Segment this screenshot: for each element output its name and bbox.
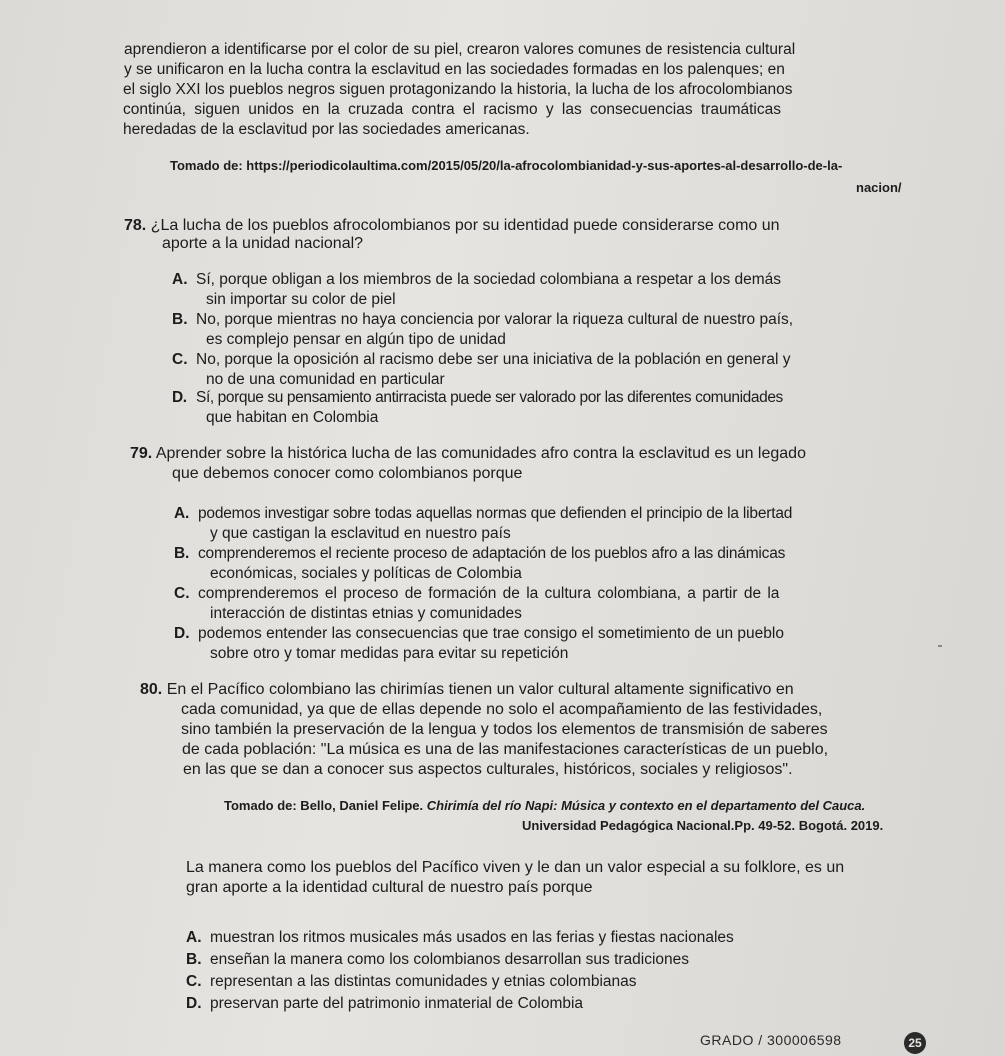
passage-source-cont: Universidad Pedagógica Nacional.Pp. 49-52. Bogotá. 2019. (522, 818, 884, 833)
question-stem-cont: que debemos conocer como colombianos porque (172, 465, 523, 482)
option-text: enseñan la manera como los colombianos desarrollan sus tradiciones (210, 951, 690, 968)
question-stem-text: Aprender sobre la histórica lucha de las comunidades afro contra la esclavitud es un legado (155, 445, 806, 462)
question-stem-cont: aporte a la unidad nacional? (162, 235, 364, 252)
intro-line: y se unificaron en la lucha contra la esclavitud en las sociedades formadas en los palenques; en (124, 61, 785, 78)
source-title: Chirimía del río Napi: Música y contexto en el departamento del Cauca. (426, 798, 866, 813)
option-letter: A. (172, 271, 188, 288)
source-prefix: Tomado de: Bello, Daniel Felipe. (224, 798, 427, 813)
question-passage-line: de cada población: "La música es una de las manifestaciones características de un pueblo, (182, 741, 829, 758)
intro-source: Tomado de: https://periodicolaultima.com/2015/05/20/la-afrocolombianidad-y-sus-aportes-al-desarrollo-de-la- (170, 158, 843, 173)
option-letter: C. (186, 973, 202, 990)
passage-source (224, 796, 865, 815)
question-stem (124, 216, 780, 235)
option-text: podemos investigar sobre todas aquellas normas que defienden el principio de la libertad (198, 505, 793, 522)
option-letter: D. (186, 995, 202, 1012)
option-letter: A. (174, 505, 190, 522)
option-d[interactable] (174, 624, 784, 643)
question-number: 78. (124, 217, 147, 234)
option-text-cont: interacción de distintas etnias y comunidades (210, 605, 522, 622)
question-stem (130, 444, 806, 463)
question-number: 80. (140, 681, 163, 698)
option-text: Sí, porque su pensamiento antirracista puede ser valorado por las diferentes comunidades (196, 389, 783, 406)
option-letter: B. (174, 545, 190, 562)
option-a[interactable] (186, 928, 734, 947)
option-c[interactable] (172, 350, 791, 369)
option-text: preservan parte del patrimonio inmaterial de Colombia (210, 995, 584, 1012)
option-b[interactable] (174, 544, 785, 563)
option-text: No, porque la oposición al racismo debe ser una iniciativa de la población en general y (196, 351, 791, 368)
option-text: muestran los ritmos musicales más usados en las ferias y fiestas nacionales (210, 929, 734, 946)
option-text: comprenderemos el proceso de formación de la cultura colombiana, a partir de la (198, 585, 780, 602)
option-text-cont: es complejo pensar en algún tipo de unidad (206, 331, 506, 348)
option-text: Sí, porque obligan a los miembros de la sociedad colombiana a respetar a los demás (196, 271, 782, 288)
question-passage-line: sino también la preservación de la lengua y todos los elementos de transmisión de saberes (181, 721, 828, 738)
option-d[interactable] (172, 388, 783, 407)
option-text: No, porque mientras no haya conciencia por valorar la riqueza cultural de nuestro país, (196, 311, 794, 328)
option-text: comprenderemos el reciente proceso de adaptación de los pueblos afro a las dinámicas (198, 545, 786, 562)
option-text: podemos entender las consecuencias que trae consigo el sometimiento de un pueblo (198, 625, 784, 642)
intro-source-cont: nacion/ (856, 180, 902, 195)
option-d[interactable] (186, 994, 583, 1013)
option-text: representan a las distintas comunidades y etnias colombianas (210, 973, 637, 990)
option-letter: D. (174, 625, 190, 642)
option-letter: C. (174, 585, 190, 602)
intro-line: el siglo XXI los pueblos negros siguen protagonizando la historia, la lucha de los afrocolombianos (123, 81, 793, 98)
question-passage-line: cada comunidad, ya que de ellas depende no solo el acompañamiento de las festividades, (181, 701, 823, 718)
question-passage-line: en las que se dan a conocer sus aspectos culturales, históricos, sociales y religiosos". (183, 761, 793, 778)
question-passage-line (140, 680, 794, 699)
option-letter: B. (172, 311, 188, 328)
page-number-badge: 25 (904, 1032, 926, 1054)
footer-grade-code: GRADO / 300006598 (700, 1032, 842, 1048)
question-stem-text: ¿La lucha de los pueblos afrocolombianos por su identidad puede considerarse como un (150, 217, 780, 234)
option-text-cont: y que castigan la esclavitud en nuestro país (210, 525, 511, 542)
intro-line: aprendieron a identificarse por el color de su piel, crearon valores comunes de resistencia cultural (124, 41, 796, 58)
option-text-cont: sin importar su color de piel (206, 291, 396, 308)
option-a[interactable] (172, 270, 781, 289)
option-c[interactable] (174, 584, 779, 603)
option-letter: A. (186, 929, 202, 946)
intro-line: continúa, siguen unidos en la cruzada contra el racismo y las consecuencias traumáticas (123, 101, 781, 118)
option-text-cont: que habitan en Colombia (206, 409, 379, 426)
passage-text: En el Pacífico colombiano las chirimías tienen un valor cultural altamente significativo en (166, 681, 794, 698)
intro-line: heredadas de la esclavitud por las sociedades americanas. (123, 121, 530, 138)
option-letter: C. (172, 351, 188, 368)
stray-mark (938, 645, 942, 647)
option-text-cont: no de una comunidad en particular (206, 371, 445, 388)
option-text-cont: económicas, sociales y políticas de Colombia (210, 565, 522, 582)
option-letter: D. (172, 389, 187, 406)
option-letter: B. (186, 951, 202, 968)
option-b[interactable] (172, 310, 793, 329)
option-c[interactable] (186, 972, 637, 991)
question-number: 79. (130, 445, 153, 462)
question-stem-cont: gran aporte a la identidad cultural de nuestro país porque (186, 879, 593, 896)
option-text-cont: sobre otro y tomar medidas para evitar su repetición (210, 645, 569, 662)
question-stem: La manera como los pueblos del Pacífico viven y le dan un valor especial a su folklore, es un (186, 859, 845, 876)
option-a[interactable] (174, 504, 792, 523)
option-b[interactable] (186, 950, 689, 969)
